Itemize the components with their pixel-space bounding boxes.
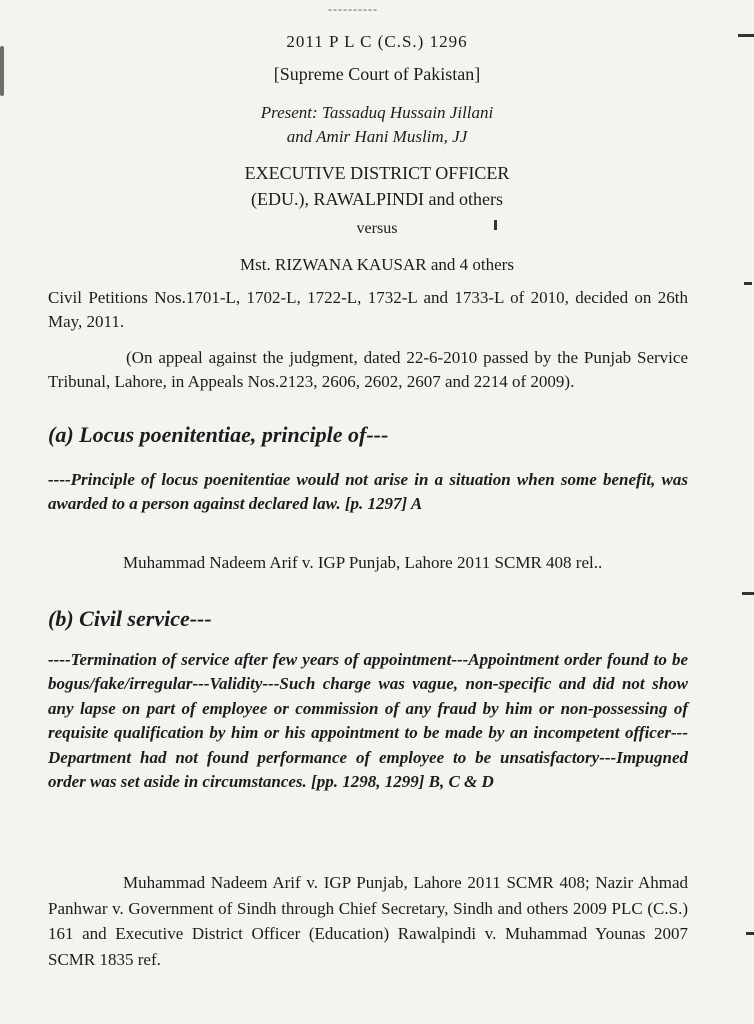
- petition-details: Civil Petitions Nos.1701-L, 1702-L, 1722-L, 1732-L and 1733-L of 2010, decided on 26th May, 2011.: [48, 288, 688, 331]
- respondent: Mst. RIZWANA KAUSAR and 4 others: [240, 255, 514, 274]
- bench-line-2: and Amir Hani Muslim, JJ: [286, 127, 468, 146]
- section-a-reference: Muhammad Nadeem Arif v. IGP Punjab, Lahore 2011 SCMR 408 rel..: [123, 553, 603, 572]
- section-b-heading: (b) Civil service---: [48, 606, 212, 631]
- petitioner: [0, 160, 754, 212]
- section-b-body: ----Termination of service after few years of appointment---Appointment order found to be bogus/fake/irregular---Validity---Such charge was vague, non-specific and did not show any lapse on part of employee or commission of any fraud by him or non-possessing of requisite qualification by him or his appointment to be made by an incompetent officer---Department had not found performance of employee to be unsatisfactory---Impugned order was set aside in circumstances. [pp. 1298, 1299] B, C & D: [48, 650, 688, 792]
- bench-present: [0, 101, 754, 149]
- scan-mark-right-bottom: [746, 932, 754, 935]
- section-a-body: ----Principle of locus poenitentiae would not arise in a situation when some benefit, was awarded to a person against declared law. [p. 1297] A: [48, 470, 688, 513]
- petitioner-line-2: (EDU.), RAWALPINDI and others: [250, 189, 503, 209]
- scan-mark-left: [0, 46, 4, 96]
- scan-mark-speck: [494, 220, 497, 230]
- versus-label: versus: [356, 220, 398, 237]
- bench-line-1: Present: Tassaduq Hussain Jillani: [260, 103, 494, 122]
- top-separator: ----------: [328, 2, 378, 16]
- section-b-reference: Muhammad Nadeem Arif v. IGP Punjab, Lahore 2011 SCMR 408; Nazir Ahmad Panhwar v. Government of Sindh through Chief Secretary, Sindh and others 2009 PLC (C.S.) 161 and Executive District Officer (Education) Rawalpindi v. Muhammad Younas 2007 SCMR 1835 ref.: [48, 873, 688, 969]
- appeal-details: (On appeal against the judgment, dated 22-6-2010 passed by the Punjab Service Tribunal, Lahore, in Appeals Nos.2123, 2606, 2602, 2607 and 2214 of 2009).: [48, 348, 688, 391]
- scan-mark-right-mid: [744, 282, 752, 285]
- petitioner-line-1: EXECUTIVE DISTRICT OFFICER: [244, 163, 510, 183]
- scan-mark-right-top: [738, 34, 754, 37]
- court-name: [Supreme Court of Pakistan]: [273, 64, 481, 84]
- scan-mark-right-lower: [742, 592, 754, 595]
- case-citation: 2011 P L C (C.S.) 1296: [286, 32, 468, 51]
- section-a-heading: (a) Locus poenitentiae, principle of---: [48, 422, 389, 447]
